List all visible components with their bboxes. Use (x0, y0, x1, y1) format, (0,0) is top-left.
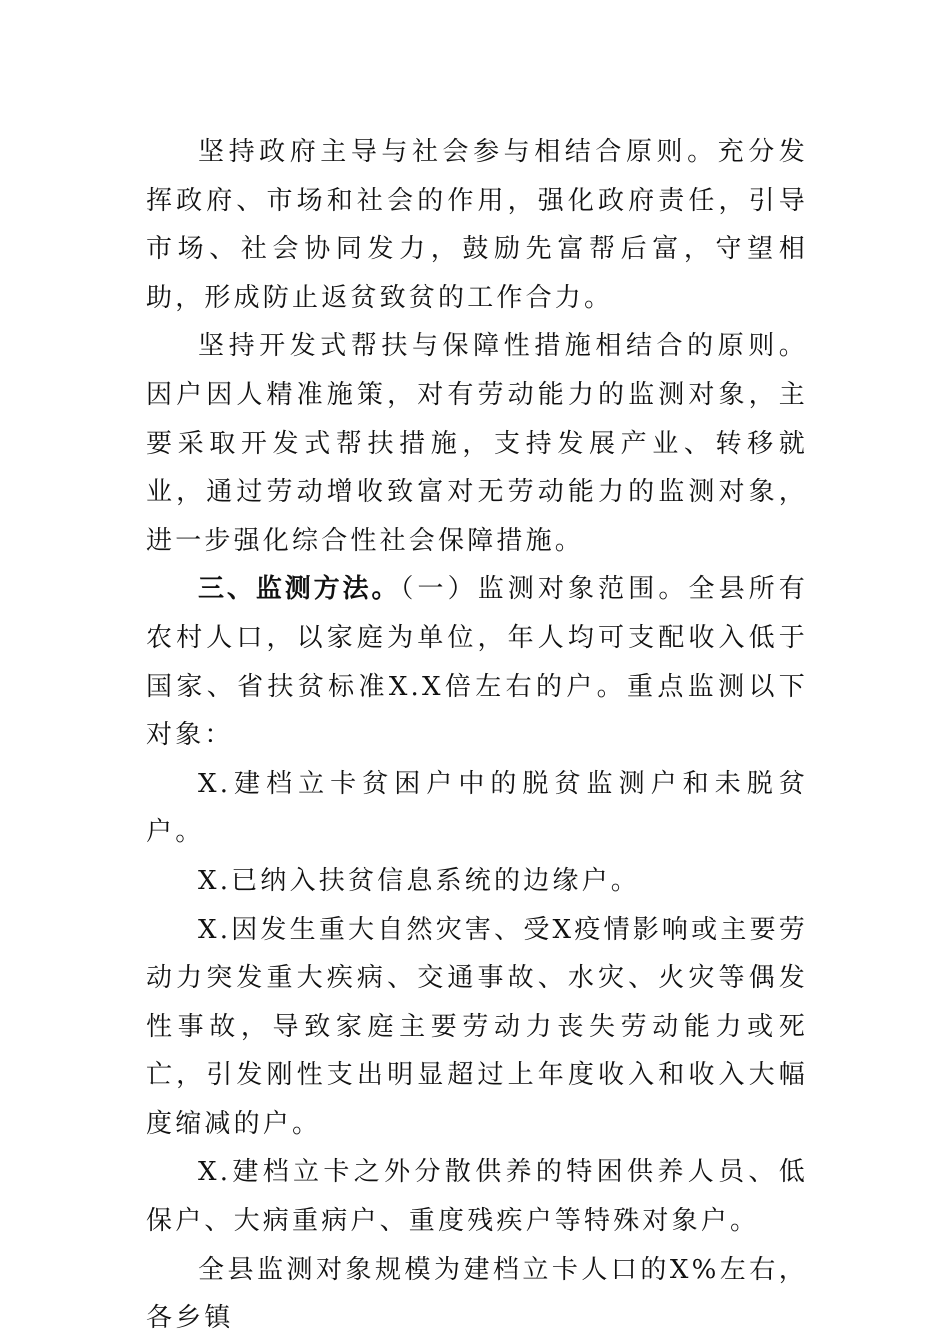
paragraph-text: X.已纳入扶贫信息系统的边缘户。 (198, 865, 640, 896)
paragraph-text: 全县监测对象规模为建档立卡人口的X%左右，各乡镇 (146, 1254, 808, 1334)
list-item-edge-households (146, 857, 808, 906)
paragraph-text: 坚持政府主导与社会参与相结合原则。充分发挥政府、市场和社会的作用，强化政府责任，引导市场、社会协同发力，鼓励先富帮后富，守望相助，形成防止返贫致贫的工作合力。 (146, 137, 808, 313)
list-item-special-households (146, 1148, 808, 1245)
paragraph-principle-government-society (146, 128, 808, 322)
paragraph-text: X.建档立卡之外分散供养的特困供养人员、低保户、大病重病户、重度残疾户等特殊对象户。 (146, 1157, 808, 1237)
list-item-registered-households (146, 760, 808, 857)
section-heading: 三、监测方法。 (198, 574, 401, 605)
paragraph-text: 坚持开发式帮扶与保障性措施相结合的原则。因户因人精准施策，对有劳动能力的监测对象，主要采取开发式帮扶措施，支持发展产业、转移就业，通过劳动增收致富对无劳动能力的监测对象，进一步强化综合性社会保障措施。 (146, 331, 808, 556)
paragraph-principle-development-support (146, 322, 808, 565)
paragraph-monitoring-methods (146, 565, 808, 759)
document-body (146, 128, 808, 1343)
paragraph-monitoring-scale (146, 1246, 808, 1343)
paragraph-text: （一）监测对象范围。全县所有农村人口，以家庭为单位，年人均可支配收入低于国家、省扶贫标准X.X倍左右的户。重点监测以下对象： (146, 574, 808, 751)
paragraph-text: X.因发生重大自然灾害、受X疫情影响或主要劳动力突发重大疾病、交通事故、水灾、火灾等偶发性事故，导致家庭主要劳动力丧失劳动能力或死亡，引发刚性支出明显超过上年度收入和收入大幅度缩减的户。 (146, 914, 808, 1139)
paragraph-text: X.建档立卡贫困户中的脱贫监测户和未脱贫户。 (146, 768, 808, 848)
list-item-emergency-households (146, 906, 808, 1149)
